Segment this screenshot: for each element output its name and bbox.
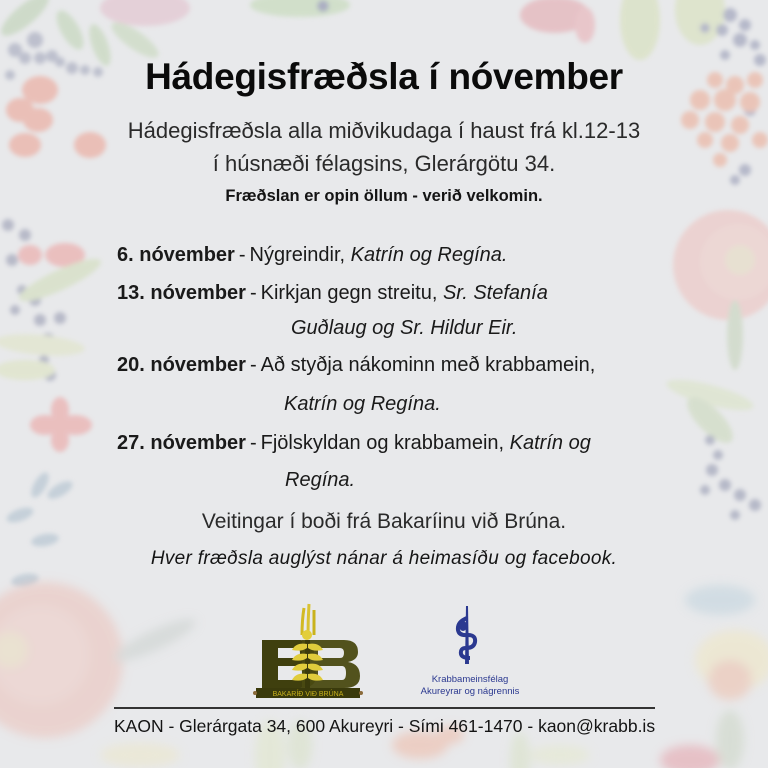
event-speaker-continued: Guðlaug og Sr. Hildur Eir.: [291, 317, 518, 339]
event-topic: Fjölskyldan og krabbamein,: [260, 432, 505, 454]
schedule-item: [117, 348, 677, 426]
schedule-list: [117, 238, 677, 496]
footer-divider: [114, 707, 655, 709]
caduceus-icon: [410, 604, 530, 672]
event-speaker: Katrín og: [509, 432, 591, 454]
page-title: Hádegisfræðsla í nóvember: [145, 56, 623, 97]
krabb-line-1: Krabbameinsfélag: [431, 674, 509, 685]
event-dash: -: [249, 282, 257, 304]
schedule-item: [117, 276, 677, 348]
event-topic: Nýgreindir,: [249, 244, 346, 266]
schedule-item: [117, 426, 677, 496]
event-topic: Að styðja nákominn með krabbamein,: [260, 354, 596, 376]
event-dash: -: [238, 244, 246, 266]
event-date: 20. nóvember: [117, 354, 246, 376]
intro-line-1: Hádegisfræðsla alla miðvikudaga í haust frá kl.12-13: [127, 118, 641, 143]
event-speaker: Katrín og Regína.: [350, 244, 508, 266]
bakari-logo: [252, 600, 364, 700]
schedule-item: [117, 238, 677, 276]
krabb-logo: [410, 604, 530, 700]
footer-contact: KAON - Glerárgata 34, 600 Akureyri - Sími 461-1470 - kaon@krabb.is: [114, 716, 656, 736]
event-speaker-continued: Katrín og Regína.: [284, 393, 441, 415]
event-speaker-continued: Regína.: [285, 469, 356, 491]
open-note: Fræðslan er opin öllum - verið velkomin.: [225, 187, 543, 205]
wheat-icon: [252, 600, 364, 700]
krabb-text: [410, 674, 530, 698]
intro-text: [0, 114, 768, 180]
refreshments-note: Veitingar í boði frá Bakaríinu við Brúna.: [201, 510, 567, 533]
event-date: 27. nóvember: [117, 432, 246, 454]
intro-line-2: í húsnæði félagsins, Glerárgötu 34.: [212, 151, 556, 176]
event-date: 6. nóvember: [117, 244, 235, 266]
krabb-line-2: Akureyrar og nágrennis: [420, 686, 520, 697]
event-dash: -: [249, 432, 257, 454]
event-dash: -: [249, 354, 257, 376]
event-speaker: Sr. Stefanía: [442, 282, 548, 304]
event-topic: Kirkjan gegn streitu,: [260, 282, 438, 304]
event-date: 13. nóvember: [117, 282, 246, 304]
bakari-banner-text: BAKARÍÐ VIÐ BRÚNA: [272, 691, 344, 698]
more-info-note: Hver fræðsla auglýst nánar á heimasíðu og facebook.: [150, 548, 618, 569]
